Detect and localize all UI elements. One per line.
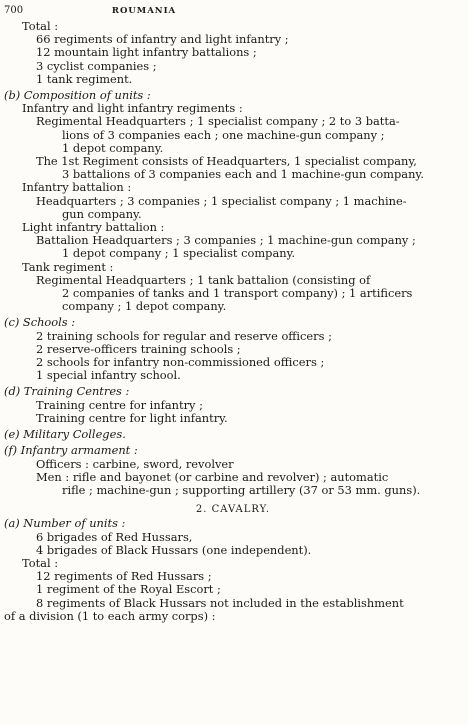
text-line: 1 special infantry school. <box>36 368 181 383</box>
subsection-heading: (f) Infantry armament : <box>4 443 138 458</box>
text-line: Tank regiment : <box>22 259 114 274</box>
text-line: 8 regiments of Black Hussars not included in the establishment <box>36 595 404 610</box>
page-number: 700 <box>4 5 24 16</box>
section-heading: 2. CAVALRY. <box>195 504 271 516</box>
text-line: Total : <box>22 555 59 570</box>
text-line: Men : rifle and bayonet (or carbine and revolver) ; automatic <box>36 469 389 484</box>
text-line: 1 depot company. <box>62 140 164 155</box>
text-line: The 1st Regiment consists of Headquarters, 1 specialist company, <box>36 154 417 169</box>
text-line: lions of 3 companies each ; one machine-gun company ; <box>62 127 385 142</box>
text-line: Infantry and light infantry regiments : <box>22 101 243 116</box>
text-line: Battalion Headquarters ; 3 companies ; 1 machine-gun company ; <box>36 233 416 248</box>
text-line: Infantry battalion : <box>22 180 132 195</box>
subsection-heading: (e) Military Colleges. <box>4 427 126 442</box>
running-header <box>4 4 462 20</box>
text-line: 3 cyclist companies ; <box>36 58 157 73</box>
subsection-heading: (a) Number of units : <box>4 516 126 531</box>
text-line: 66 regiments of infantry and light infantry ; <box>36 32 289 47</box>
running-title: ROUMANIA <box>111 6 177 16</box>
text-line: Regimental Headquarters ; 1 specialist company ; 2 to 3 batta- <box>36 114 400 129</box>
text-line: 6 brigades of Red Hussars, <box>36 529 193 544</box>
text-line: of a division (1 to each army corps) : <box>4 608 216 623</box>
subsection-heading: (b) Composition of units : <box>4 88 151 103</box>
subsection-heading: (c) Schools : <box>4 315 76 330</box>
document-body <box>4 20 462 623</box>
text-line: 1 tank regiment. <box>36 71 133 86</box>
text-line: 2 schools for infantry non-commissioned officers ; <box>36 355 325 370</box>
text-line: Regimental Headquarters ; 1 tank battalion (consisting of <box>36 272 371 287</box>
text-line: 12 regiments of Red Hussars ; <box>36 569 212 584</box>
text-line: Training centre for infantry ; <box>36 397 203 412</box>
subsection-heading: (d) Training Centres : <box>4 384 130 399</box>
text-line: 3 battalions of 3 companies each and 1 machine-gun company. <box>62 167 424 182</box>
text-line: gun company. <box>62 206 142 221</box>
text-line: 4 brigades of Black Hussars (one independent). <box>36 542 312 557</box>
text-line: 2 training schools for regular and reserve officers ; <box>36 328 332 343</box>
text-line: 1 regiment of the Royal Escort ; <box>36 582 221 597</box>
text-line: Light infantry battalion : <box>22 220 165 235</box>
text-line: rifle ; machine-gun ; supporting artillery (37 or 53 mm. guns). <box>62 482 421 497</box>
text-line: company ; 1 depot company. <box>62 299 227 314</box>
text-line: Training centre for light infantry. <box>36 410 228 425</box>
text-line: Officers : carbine, sword, revolver <box>36 456 234 471</box>
text-line: 2 companies of tanks and 1 transport company) ; 1 artificers <box>62 286 413 301</box>
text-line: Total : <box>22 19 59 33</box>
text-line: 12 mountain light infantry battalions ; <box>36 45 257 60</box>
text-line: 1 depot company ; 1 specialist company. <box>62 246 296 261</box>
text-line: 2 reserve-officers training schools ; <box>36 341 241 356</box>
text-line: Headquarters ; 3 companies ; 1 specialist company ; 1 machine- <box>36 193 407 208</box>
